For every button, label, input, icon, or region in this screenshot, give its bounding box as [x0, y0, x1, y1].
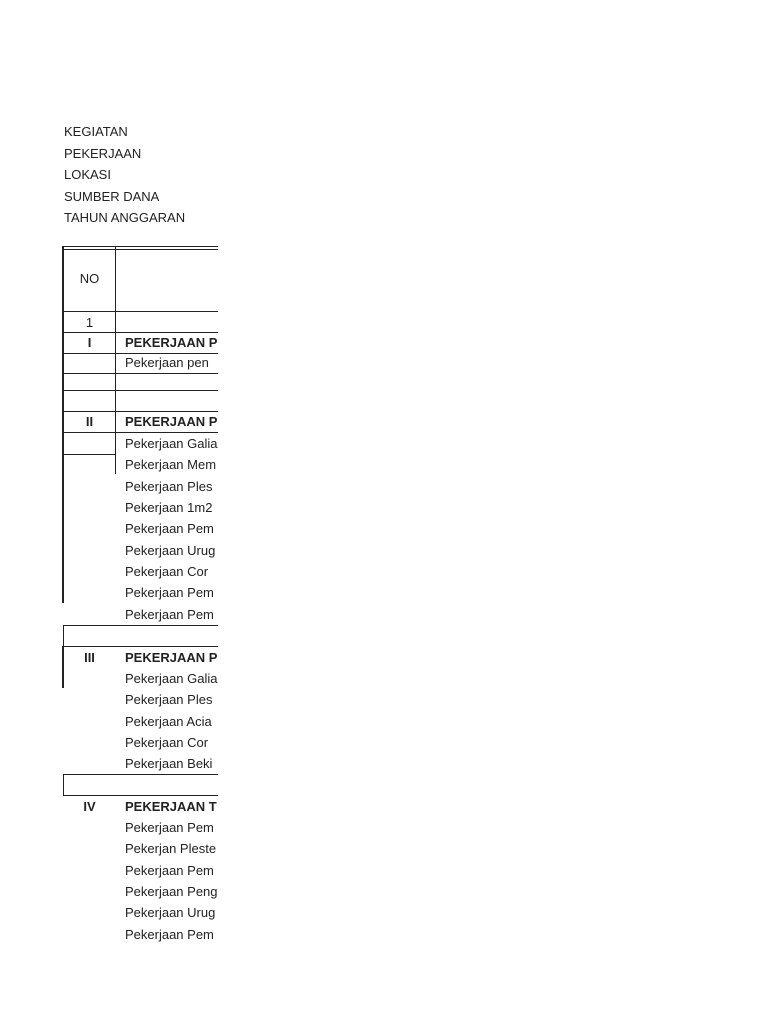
label-lokasi: LOKASI [64, 167, 111, 182]
row-no: II [85, 414, 94, 429]
row-desc: Pekerjaan Pem [125, 863, 214, 878]
row-desc: Pekerjaan Mem [125, 457, 217, 472]
row-desc: Pekerjaan Ples [125, 692, 213, 707]
row-desc: Pekerjaan Urug [125, 905, 216, 920]
table-top-border-inner [63, 249, 218, 250]
row-desc: Pekerjaan Urug [125, 543, 216, 558]
label-sumber-dana: SUMBER DANA [64, 188, 160, 204]
row-desc: Pekerjaan Pem [125, 927, 214, 942]
column-header-no: NO [79, 271, 100, 286]
row-desc: Pekerjaan Galia [125, 436, 218, 451]
row-desc: Pekerjaan Peng [125, 884, 218, 899]
row-desc: Pekerjaan 1m2 [125, 500, 213, 515]
row-desc: PEKERJAAN P [125, 414, 218, 429]
no-column-divider [115, 246, 116, 474]
row-desc: Pekerjaan Acia [125, 714, 212, 729]
project-meta-labels [64, 121, 185, 229]
label-kegiatan: KEGIATAN [64, 124, 128, 139]
row-divider [63, 454, 115, 455]
row-desc: PEKERJAAN T [125, 799, 217, 814]
section-separator-top [63, 774, 218, 775]
row-desc: Pekerjaan Pem [125, 607, 214, 622]
section-separator-left [63, 625, 64, 647]
row-divider [63, 373, 218, 374]
section-separator-top [63, 625, 218, 626]
row-desc: Pekerjaan Ples [125, 479, 213, 494]
table-top-border [63, 246, 218, 247]
column-index-no: 1 [85, 315, 94, 330]
row-desc: Pekerjaan Cor [125, 735, 209, 750]
row-desc: PEKERJAAN P [125, 650, 218, 665]
row-desc: Pekerjaan Galia [125, 671, 218, 686]
row-divider [63, 390, 218, 391]
row-no: IV [83, 799, 96, 814]
label-tahun-anggaran: TAHUN ANGGARAN [64, 210, 186, 225]
label-pekerjaan: PEKERJAAN [64, 145, 142, 161]
row-desc: Pekerjaan Pem [125, 585, 214, 600]
row-no: III [84, 650, 95, 665]
row-desc: Pekerjaan Cor [125, 564, 209, 579]
section-separator-left [63, 774, 64, 796]
row-desc: Pekerjan Pleste [125, 841, 217, 856]
row-desc: Pekerjaan Beki [125, 756, 213, 771]
row-no: I [87, 335, 92, 350]
row-desc: Pekerjaan pen [125, 355, 209, 370]
row-desc: PEKERJAAN P [125, 335, 218, 350]
row-desc: Pekerjaan Pem [125, 820, 214, 835]
row-desc: Pekerjaan Pem [125, 521, 214, 536]
